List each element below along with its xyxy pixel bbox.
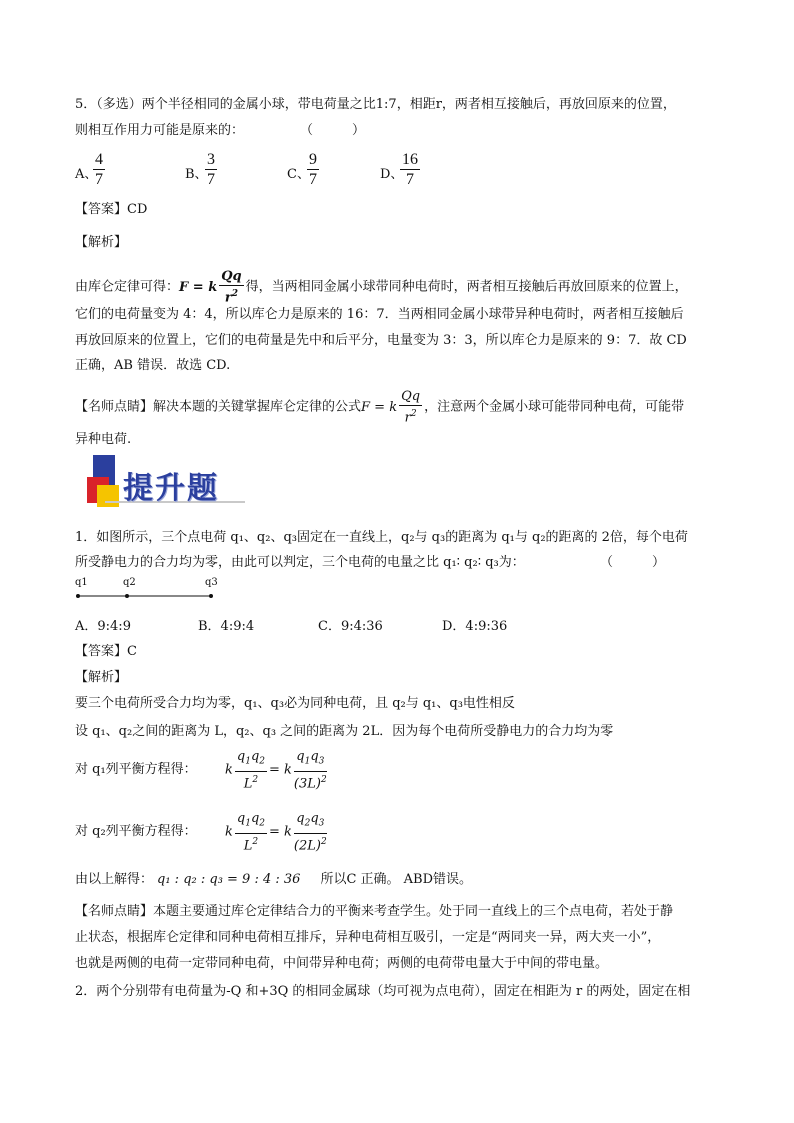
charge-label-q3: q3 [205,577,218,588]
charge-line [75,591,235,601]
charge-diagram [75,577,235,607]
p1-eq2-label: 对 q₂列平衡方程得： [75,824,197,839]
p1-tip-line2: 止状态，根据库仑定律和同种电荷相互排斥，异种电荷相互吸引，一定是“两同夹一异，两大夹一小”， [75,930,661,945]
p1-answer-paren: （ ） [600,555,666,570]
q5-option-c-label: C、 [287,167,310,182]
coulomb-formula-tip: F = k $\frac{Qq}{r^2}$ [361,389,421,426]
q5-analysis-line3: 再放回原来的位置上，它们的电荷量是先中和后平分，电量变为 3：3，所以库仑力是原来的 9：7．故 CD [75,333,687,348]
q5-stem-line2: 则相互作用力可能是原来的： [75,123,245,138]
p1-option-a: A．9:4:9 [75,619,131,634]
p1-tip-line3: 也就是两侧的电荷一定带同种电荷，中间带异种电荷；两侧的电荷带电量大于中间的带电量。 [75,956,609,971]
q5-analysis-title: 【解析】 [75,235,128,250]
q5-analysis-line2: 它们的电荷量变为 4：4，所以库仑力是原来的 16：7．当两相同金属小球带异种电荷时，两者相互接触后 [75,307,684,322]
charge-dot-q2 [125,594,129,598]
p1-eq2-formula: k $\frac{q_1q_2}{L^2}$ = k $\frac{q_2q_3}{(2L)^2}$ [225,811,327,853]
q5-analysis-line1-pre: 由库仑定律可得： [75,279,180,295]
banner-yellow-block [97,485,119,507]
p1-eq1-label: 对 q₁列平衡方程得： [75,762,197,777]
q5-option-b-label: B、 [185,167,208,182]
p1-answer: 【答案】C [75,644,137,659]
p1-result-pre: 由以上解得： [75,872,154,887]
q5-analysis-line1-post: 得，当两相同金属小球带同种电荷时，两者相互接触后再放回原来的位置上， [245,279,688,295]
q5-analysis-line4: 正确，AB 错误．故选 CD. [75,358,231,373]
p1-option-c: C．9:4:36 [318,619,383,634]
p1-analysis-line1: 要三个电荷所受合力均为零，q₁、q₃必为同种电荷，且 q₂与 q₁、q₃电性相反 [75,696,515,711]
section-banner [75,455,245,517]
p1-stem-line2: 所受静电力的合力均为零，由此可以判定，三个电荷的电量之比 q₁∶ q₂∶ q₃为： [75,555,525,570]
q5-tip-line2: 异种电荷. [75,432,132,447]
p1-option-d: D．4:9:36 [442,619,508,634]
charge-label-q1: q1 [75,577,88,588]
q5-tip-line1 [75,388,684,426]
q5-option-b-fraction: $\frac{3}{7}$ [207,151,215,188]
p1-result-post: 所以C 正确。 ABD错误。 [320,872,473,887]
q5-option-a-fraction: $\frac{4}{7}$ [95,151,103,188]
p1-analysis-line2: 设 q₁、q₂之间的距离为 L，q₂、q₃ 之间的距离为 2L．因为每个电荷所受静电力的合力均为零 [75,724,614,739]
q5-option-a-label: A、 [75,167,98,182]
q5-analysis-line1 [75,268,688,306]
q5-stem-line1: 5．（多选）两个半径相同的金属小球，带电荷量之比1:7，相距r，两者相互接触后，再放回原来的位置， [75,97,676,112]
q5-answer: 【答案】CD [75,202,148,217]
charge-label-q2: q2 [123,577,136,588]
p1-eq1-formula: k $\frac{q_1q_2}{L^2}$ = k $\frac{q_1q_3}{(3L)^2}$ [225,749,327,791]
charge-dot-q1 [76,594,80,598]
p1-result-math: q₁ : q₂ : q₃ = 9 : 4 : 36 [157,872,301,887]
q5-option-d-fraction: $\frac{16}{7}$ [402,151,418,188]
q5-tip-pre: 【名师点睛】解决本题的关键掌握库仑定律的公式 [75,399,362,415]
q5-tip-post: ，注意两个金属小球可能带同种电荷，可能带 [424,399,685,415]
banner-title: 提升题 [123,471,219,506]
charge-dot-q3 [209,594,213,598]
p1-stem-line1: 1．如图所示，三个点电荷 q₁、q₂、q₃固定在一直线上，q₂与 q₃的距离为 q₁与 q₂的距离的 2倍，每个电荷 [75,530,688,545]
p1-result-line [75,870,472,890]
q5-option-c-fraction: $\frac{9}{7}$ [309,151,317,188]
coulomb-formula: F = k $\frac{Qq}{r^2}$ [179,269,242,306]
p2-stem-line1: 2．两个分别带有电荷量为-Q 和+3Q 的相同金属球（均可视为点电荷），固定在相距为 r 的两处，固定在相 [75,984,691,999]
q5-option-d-label: D、 [380,167,404,182]
q5-answer-paren: （ ） [300,123,366,138]
p1-option-b: B．4:9:4 [198,619,255,634]
p1-analysis-title: 【解析】 [75,670,128,685]
p1-tip-line1: 【名师点睛】本题主要通过库仑定律结合力的平衡来考查学生。处于同一直线上的三个点电荷，若处于静 [75,904,674,919]
